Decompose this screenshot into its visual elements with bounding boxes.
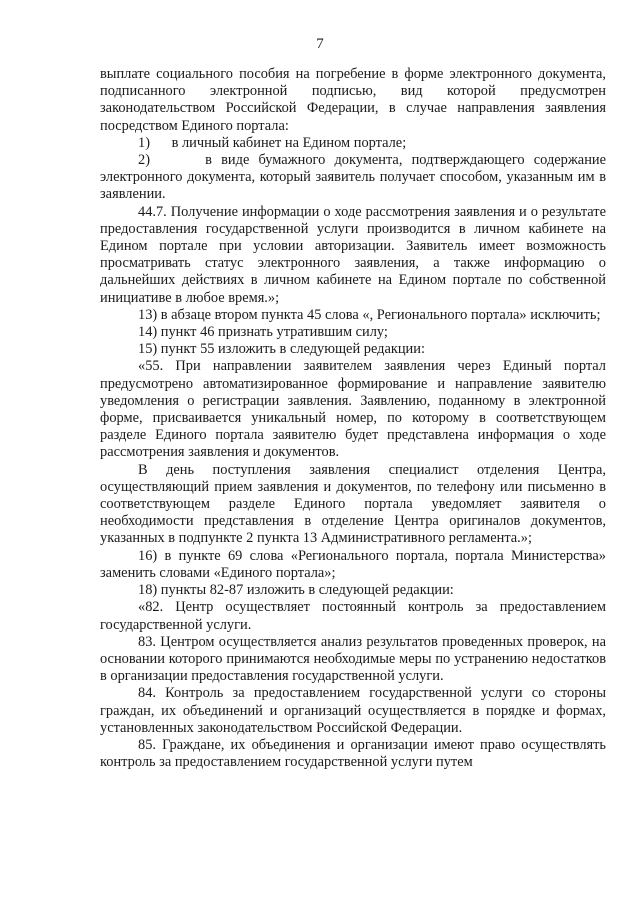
document-body [100,66,606,771]
item-14: 14) пункт 46 признать утратившим силу; [138,324,388,341]
paragraph-84: 84. Контроль за предоставлением государственной услуги со стороны граждан, их объединений и организаций осуществляется в порядке и формах, установленных законодательством Российской Федерации. [100,685,606,736]
item-18: 18) пункты 82-87 изложить в следующей редакции: [138,582,454,599]
paragraph-55: «55. При направлении заявителем заявления через Единый портал предусмотрено автоматизированное формирование и направление заявителю уведомления о регистрации заявления. Заявлению, поданному в электронной форме, присваивается уникальный номер, по которому в соответствующем разделе Единого портала заявителю будет представлена информация о ходе рассмотрения заявления и документов. [100,358,606,461]
item-15: 15) пункт 55 изложить в следующей редакции: [138,341,425,358]
list-item-1: 1) в личный кабинет на Едином портале; [138,134,407,151]
page-number: 7 [316,36,324,52]
item-13: 13) в абзаце втором пункта 45 слова «, Регионального портала» исключить; [138,306,601,323]
list-item-2: 2) в виде бумажного документа, подтверждающего содержание электронного документа, который заявитель получает способом, указанным им в заявлении. [100,152,606,203]
item-16: 16) в пункте 69 слова «Регионального портала, портала Министерства» заменить словами «Единого портала»; [100,547,606,581]
paragraph-85: 85. Граждане, их объединения и организации имеют право осуществлять контроль за предоставлением государственной услуги путем [100,736,606,771]
paragraph-82: «82. Центр осуществляет постоянный контроль за предоставлением государственной услуги. [100,599,606,633]
paragraph-44-7: 44.7. Получение информации о ходе рассмотрения заявления и о результате предоставления государственной услуги производится в личном кабинете на Едином портале при условии авторизации. Заявитель имеет возможность просматривать статус электронного заявления, а также информацию о дальнейших действиях в личном кабинете на Едином портале по собственной инициативе в любое время.»; [100,203,606,306]
paragraph-83: 83. Центром осуществляется анализ результатов проведенных проверок, на основании которого принимаются необходимые меры по устранению недостатков в организации предоставления государственной услуги. [100,633,606,685]
paragraph-1: выплате социального пособия на погребение в форме электронного документа, подписанного электронной подписью, вид которой предусмотрен законодательством Российской Федерации, в случае направления заявления посредством Единого портала: [100,66,606,134]
paragraph-55-cont: В день поступления заявления специалист отделения Центра, осуществляющий прием заявления и документов, по телефону или письменно в соответствующем разделе Единого портала уведомляет заявителя о необходимости представления в отделение Центра оригиналов документов, указанных в подпункте 2 пункта 13 Административного регламента.»; [100,461,606,547]
